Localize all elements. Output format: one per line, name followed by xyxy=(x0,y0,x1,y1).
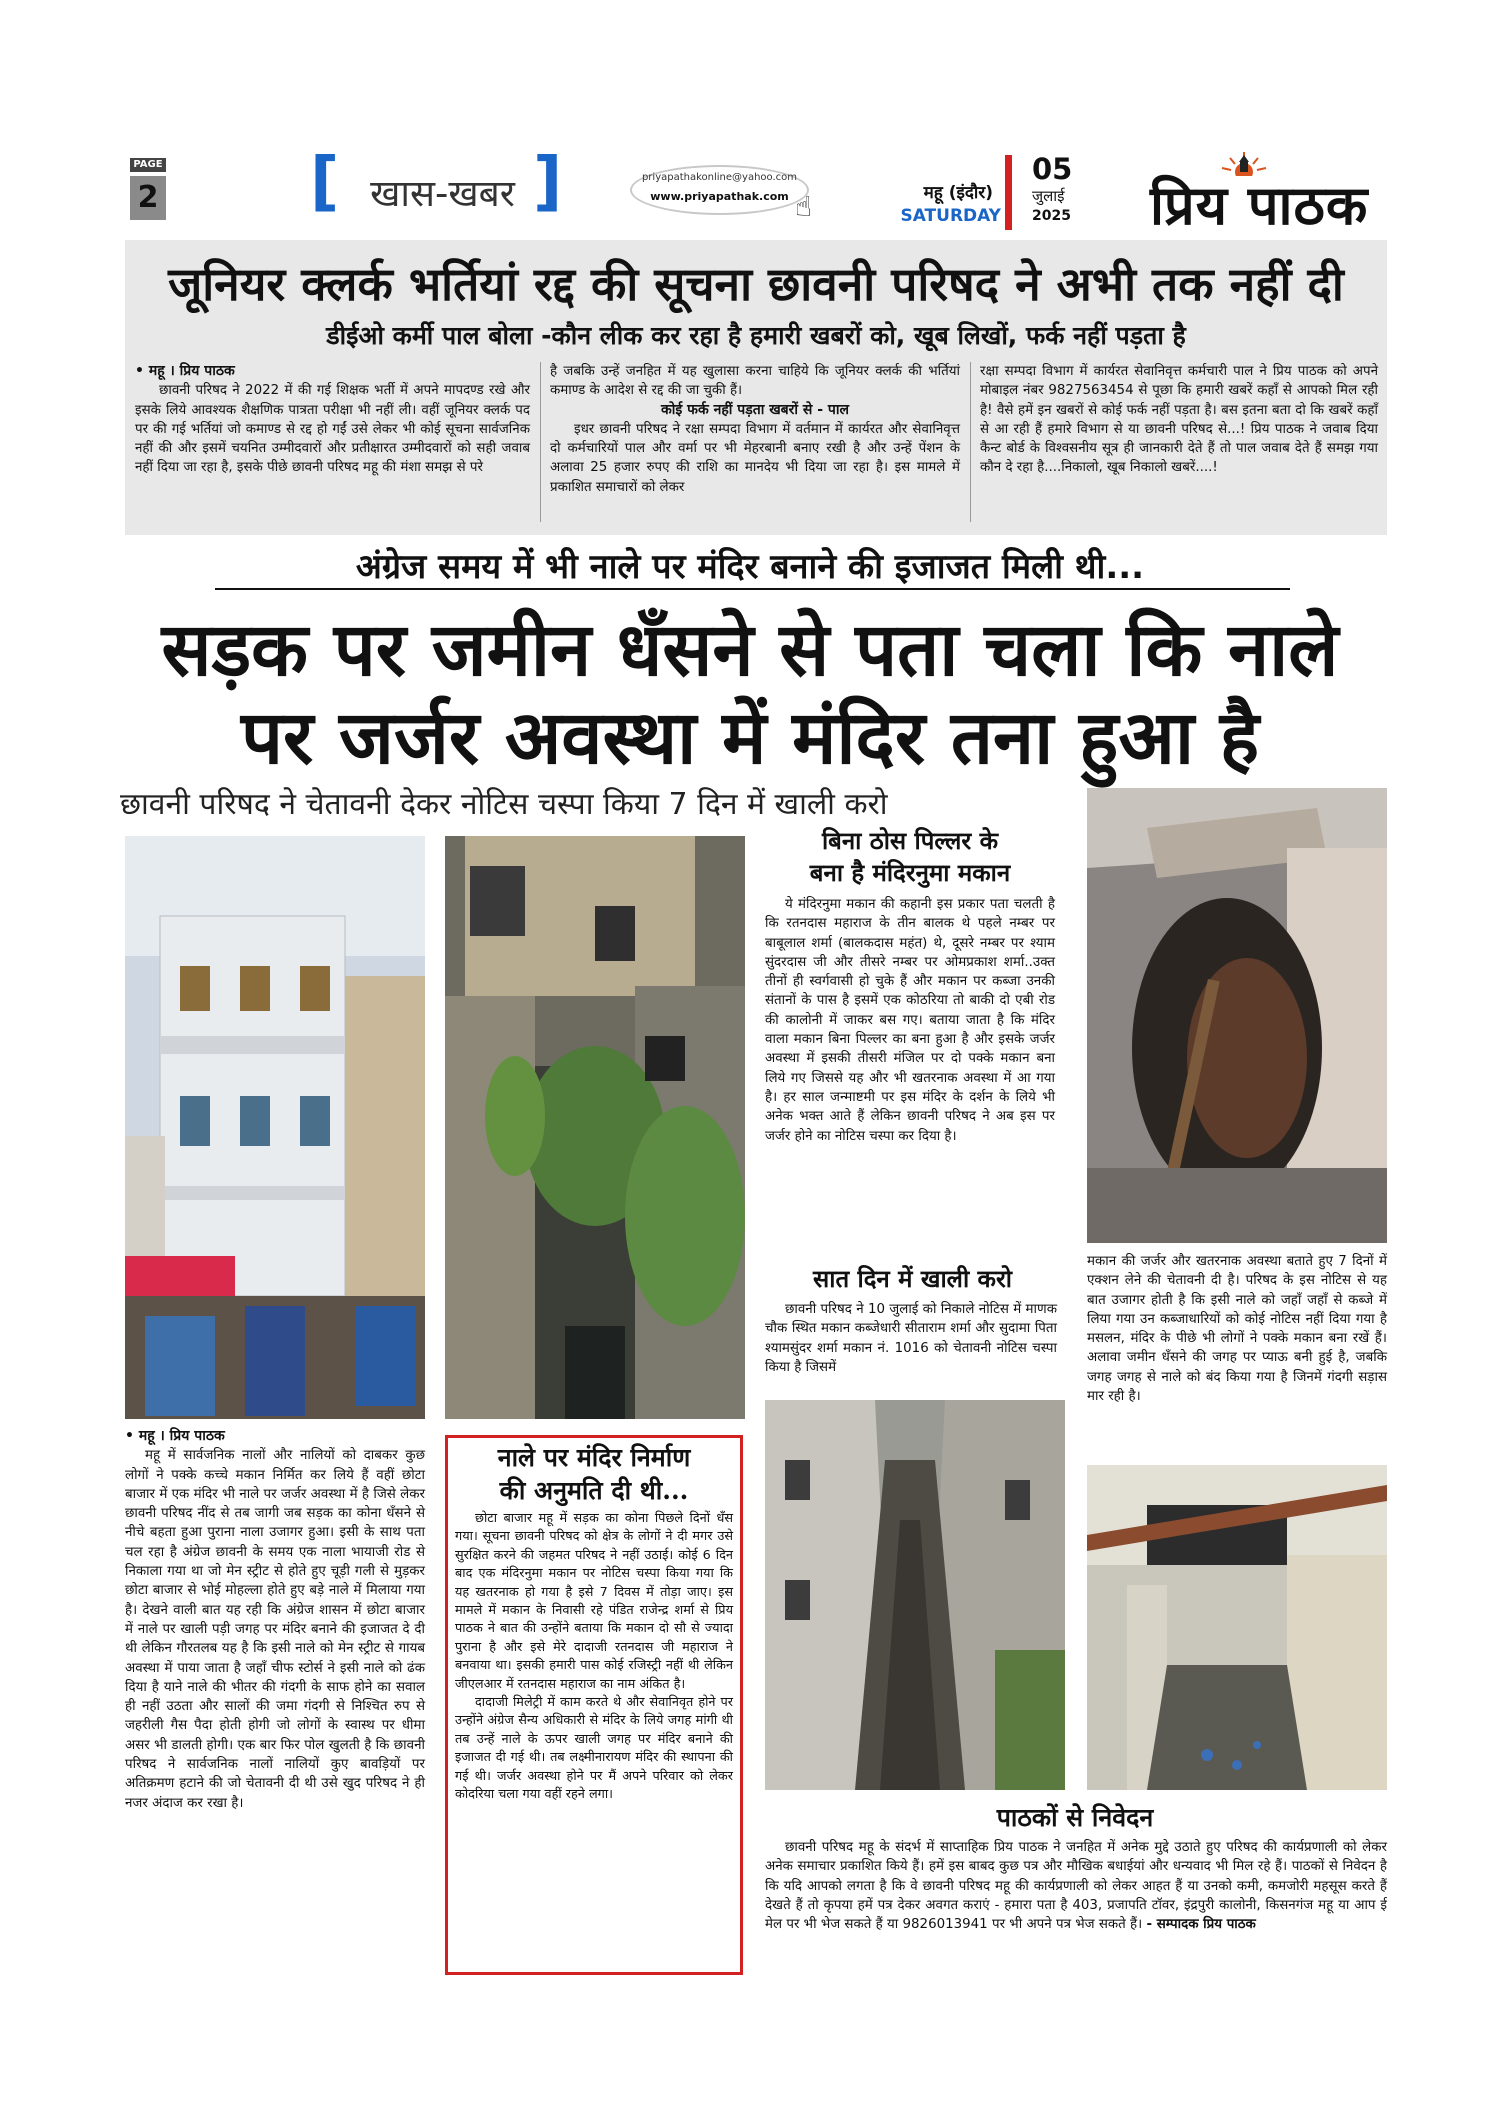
date-divider xyxy=(1005,155,1012,230)
red-box-title-line1: नाले पर मंदिर निर्माण xyxy=(497,1443,691,1472)
readers-notice-title: पाठकों से निवेदन xyxy=(996,1803,1154,1832)
drain-channel-photo xyxy=(1087,1465,1387,1790)
brand-logo: प्रिय पाठक xyxy=(1150,174,1369,237)
seven-days-body: छावनी परिषद ने 10 जुलाई को निकाले नोटिस में माणक चौक स्थित मकान कब्जेधारी सीताराम शर्मा और सुदामा पिता श्यामसुंदर शर्मा मकान नं. 1016 को चेतावनी नोटिस चस्पा किया है जिसमें xyxy=(765,1302,1057,1375)
top-story-col3-text: रक्षा सम्पदा विभाग में कार्यरत सेवानिवृत्त कर्मचारी पाल ने प्रिय पाठक को अपने मोबाइल नंबर 9827563454 से पूछा कि हमारी खबरें कहाँ से आपको मिल रही है! वैसे हमें इन खबरों से कोई फर्क नहीं पड़ता है। बस इतना बता दो कि खबरें कहाँ से आ रही हैं हमारे विभाग से या छावनी परिषद से...! प्रिय पाठक ने जवाब दिया कैन्ट बोर्ड के विश्वसनीय सूत्र ही जानकारी देते हैं तो पाल जवाब देते हैं समझ गया कौन दे रहा है....निकालो, खूब निकालो खबरें....! xyxy=(980,364,1378,476)
date-year: 2025 xyxy=(1032,208,1071,224)
main-story-text xyxy=(125,1427,425,1813)
main-headline-line1: सड़क पर जमीन धँसने से पता चला कि नाले xyxy=(161,607,1339,693)
main-headline-line2: पर जर्जर अवस्था में मंदिर तना हुआ है xyxy=(240,695,1260,781)
section-bracket-right: ] xyxy=(533,145,563,219)
section-title: खास-खबर xyxy=(370,172,515,215)
top-story-col2a-text: है जबकि उन्हें जनहित में यह खुलासा करना चाहिये कि जूनियर क्लर्क की भर्तियां कमाण्ड के आदेश से रद्द की जा चुकी हैं। xyxy=(550,364,960,399)
pillar-box-title-line2: बना है मंदिरनुमा मकान xyxy=(809,858,1011,887)
top-story-col3 xyxy=(980,362,1378,478)
page-label: PAGE xyxy=(130,158,166,172)
readers-notice-signoff: - सम्पादक प्रिय पाठक xyxy=(1146,1917,1256,1933)
right-caption: मकान की जर्जर और खतरनाक अवस्था बताते हुए 7 दिनों में एक्शन लेने की चेतावनी दी है। परिषद के इस नोटिस से यह बात उजागर होती है कि इसी नाले को जहाँ जहाँ से कब्जे में लिया गया उन कब्जाधारियों को कोई नोटिस नहीं दिया गया है मसलन, मंदिर के पीछे भी लोगों ने पक्के मकान बना रखें हैं। अलावा जमीन धँसने की जगह पर प्याऊ बनी हुई है, जबकि जगह जगह से नाले को बंद किया गया है जिनमें गंदगी सड़ास मार रही है। xyxy=(1087,1254,1387,1405)
top-story-col2-subhead: कोई फर्क नहीं पड़ता खबरों से - पाल xyxy=(661,401,849,418)
top-story-byline: • महू । प्रिय पाठक xyxy=(135,363,235,379)
top-story-col2b-text: इधर छावनी परिषद ने रक्षा सम्पदा विभाग में वर्तमान में कार्यरत और सेवानिवृत्त दो कर्मचारियों पाल और वर्मा पर भी मेहरबानी बनाए रखी है और उन्हें पेंशन के अलावा 25 हजार रुपए की राशि का मानदेय भी दिया जा रहा है। इस मामले में प्रकाशित समाचारों को लेकर xyxy=(550,421,960,495)
pillar-box-title-line1: बिना ठोस पिल्लर के xyxy=(821,826,999,855)
main-story-body: महू में सार्वजनिक नालों और नालियों को दाबकर कुछ लोगों ने पक्के कच्चे मकान निर्मित कर लिये हैं वहीं छोटा बाजार में एक मंदिर भी नाले पर जर्जर अवस्था में है जिसे लेकर छावनी परिषद नींद से तब जागी जब सड़क का कोना धँसने से नीचे बहता हुआ पुराना नाला उजागर हुआ। इसी के साथ पता चल रहा है अंग्रेज छावनी के समय एक नाला भायाजी रोड से निकाला गया था जो मेन स्ट्रीट से होते हुए चूड़ी गली से मुड़कर छोटा बाजार से भोई मोहल्ला होते हुए बड़े नाले में मिलाया गया है। देखने वाली बात यह रही कि अंग्रेज शासन में छोटा बाजार में नाले पर खाली पड़ी जगह पर मंदिर बनाने की इजाजत दे दी थी लेकिन गौरतलब यह है कि इसी नाले को मेन स्ट्रीट से गायब अवस्था में पाया जाता है जहाँ चीफ स्टोर्स ने इसी नाले को ढंक दिया है याने नाले की भीतर की गंदगी के साफ होने का सवाल ही नहीं उठता और सालों की जमा गंदगी से निश्चित रुप से जहरीली गैस पैदा होती होगी जो लोगों के स्वास्थ पर धीमा असर भी डालती होगी। एक बार फिर पोल खुलती है कि छावनी परिषद ने सार्वजनिक नालों नालियों कुए बावड़ियों पर अतिक्रमण हटाने की जो चेतावनी दी थी उसे खुद परिषद ने ही नजर अंदाज कर रखा है। xyxy=(125,1448,425,1811)
page-number: 2 xyxy=(130,176,166,220)
email-address: priyapathakonline@yahoo.com xyxy=(641,172,798,183)
date-day: 05 xyxy=(1032,152,1073,186)
red-box-p1: छोटा बाजार महू में सड़क का कोना पिछले दिनों धँस गया। सूचना छावनी परिषद को क्षेत्र के लोगों ने दी मगर उसे सुरक्षित करने की जहमत परिषद ने नहीं उठाई। कोई 6 दिन बाद एक मंदिरनुमा मकान पर नोटिस चस्पा किया गया कि यह खतरनाक हो गया है इसे 7 दिवस में तोड़ा जाए। इस मामले में मकान के निवासी रहे पंडित राजेन्द्र शर्मा से प्रिय पाठक ने बात की उन्होंने बताया कि मकान दो सौ से ज्यादा पुराना है और इसे मेरे दादाजी रतनदास जी महाराज ने बनवाया था। इसकी हमारी पास कोई रजिस्ट्री नहीं थी लेकिन जीएलआर में रतनदास महाराज का नाम अंकित है। xyxy=(455,1511,733,1692)
top-story-col1 xyxy=(135,362,530,478)
seven-days-title: सात दिन में खाली करो xyxy=(813,1264,1012,1293)
red-box-title-line2: की अनुमति दी थी... xyxy=(499,1476,689,1505)
column-rule xyxy=(970,362,971,522)
red-box-body xyxy=(455,1510,733,1805)
main-story-deck: छावनी परिषद ने चेतावनी देकर नोटिस चस्पा किया 7 दिन में खाली करो xyxy=(120,787,888,822)
top-story-headline: जूनियर क्लर्क भर्तियां रद्द की सूचना छावनी परिषद ने अभी तक नहीं दी xyxy=(168,257,1344,311)
dateline-location: महू (इंदौर) xyxy=(923,183,993,203)
main-story-kicker: अंग्रेज समय में भी नाले पर मंदिर बनाने की इजाजत मिली थी... xyxy=(355,547,1145,587)
red-box-p2: दादाजी मिलेट्री में काम करते थे और सेवानिवृत होने पर उन्होंने अंग्रेज सैन्य अधिकारी से मंदिर के लिये जगह मांगी थी तब उन्हें नाले के ऊपर खाली जगह पर मंदिर बनाने की इजाजत दी गई थी। तब लक्ष्मीनारायण मंदिर की स्थापना की गई थी। जर्जर अवस्था होने पर मैं अपने परिवार को लेकर कोदरिया चला गया वहीं रहने लगा। xyxy=(455,1695,733,1803)
readers-notice-body xyxy=(765,1838,1387,1934)
date-month: जुलाई xyxy=(1032,187,1065,205)
website-link[interactable]: www.priyapathak.com xyxy=(650,190,789,203)
kicker-rule xyxy=(215,588,1290,590)
column-rule xyxy=(540,362,541,522)
temple-building-photo xyxy=(125,836,425,1419)
readers-notice-text: छावनी परिषद महू के संदर्भ में साप्ताहिक प्रिय पाठक ने जनहित में अनेक मुद्दे उठाते हुए परिषद की कार्यप्रणाली को लेकर अनेक समाचार प्रकाशित किये हैं। हमें इस बाबद कुछ पत्र और मौखिक बधाईयां और धन्यवाद भी मिल रहे हैं। पाठकों से निवेदन है कि यदि आपको लगता है कि वे छावनी परिषद महू की कार्यप्रणाली को लेकर आहत हैं या उनको कमी, कमजोरी महसूस करते हैं देखते हैं तो कृपया हमें पत्र देकर अवगत कराएं - हमारा पता है 403, प्रजापति टॉवर, इंद्रपुरी कालोनी, किसनगंज महू या आप ई मेल पर भी भेज सकते हैं या 9826013941 पर भी अपने पत्र भेज सकते हैं। xyxy=(765,1840,1387,1933)
hand-pointer-icon: ☝ xyxy=(795,190,813,223)
top-story-col2 xyxy=(550,362,960,497)
main-story-byline: • महू । प्रिय पाठक xyxy=(125,1428,225,1444)
dateline-weekday: SATURDAY xyxy=(900,206,1001,226)
drain-alley-photo xyxy=(765,1400,1065,1790)
pillar-box-body: ये मंदिरनुमा मकान की कहानी इस प्रकार पता चलती है कि रतनदास महाराज के तीन बालक थे पहले नम्बर पर बाबूलाल शर्मा (बालकदास महंत) थे, दूसरे नम्बर पर श्याम सुंदरदास जी और तीसरे नम्बर पर ओमप्रकाश शर्मा..उक्त तीनों ही स्वर्गवासी हो चुके हैं और मकान पर कब्जा उनकी संतानों के पास है इसमें एक कोठरिया तो बाकी दो एबी रोड की कालोनी में जाकर बस गए। बताया जाता है कि मंदिर वाला मकान बिना पिल्लर का बना हुआ है और इसके जर्जर अवस्था में इसकी तीसरी मंजिल पर दो पक्के मकान बना लिये गए जिससे यह और भी खतरनाक अवस्था में आ गया है। हर साल जन्माष्टमी पर इस मंदिर के दर्शन के लिये भी अनेक भक्त आते हैं लेकिन छावनी परिषद ने अब इस पर जर्जर होने का नोटिस चस्पा कर दिया है। xyxy=(765,897,1055,1144)
section-bracket-left: [ xyxy=(310,145,340,219)
road-collapse-photo xyxy=(1087,788,1387,1243)
top-story-subheadline: डीईओ कर्मी पाल बोला -कौन लीक कर रहा है हमारी खबरों को, खूब लिखों, फर्क नहीं पड़ता है xyxy=(326,321,1186,350)
drain-overhead-photo xyxy=(445,836,745,1419)
top-story-col1-text: छावनी परिषद ने 2022 में की गई शिक्षक भर्ती में अपने मापदण्ड रखे और इसके लिये आवश्यक शैक्षणिक पात्रता परीक्षा भी नहीं ली। वहीं जूनियर क्लर्क पद पर की गई भर्तियां जो कमाण्ड से रद्द हो गईं उसे लेकर भी कोई सूचना सार्वजनिक नहीं की और इसमें चयनित उम्मीदवारों और प्रतीक्षारत उम्मीदवारों को सही जवाब नहीं दिया जा रहा है, इसके पीछे छावनी परिषद महू की मंशा समझ से परे xyxy=(135,383,530,476)
